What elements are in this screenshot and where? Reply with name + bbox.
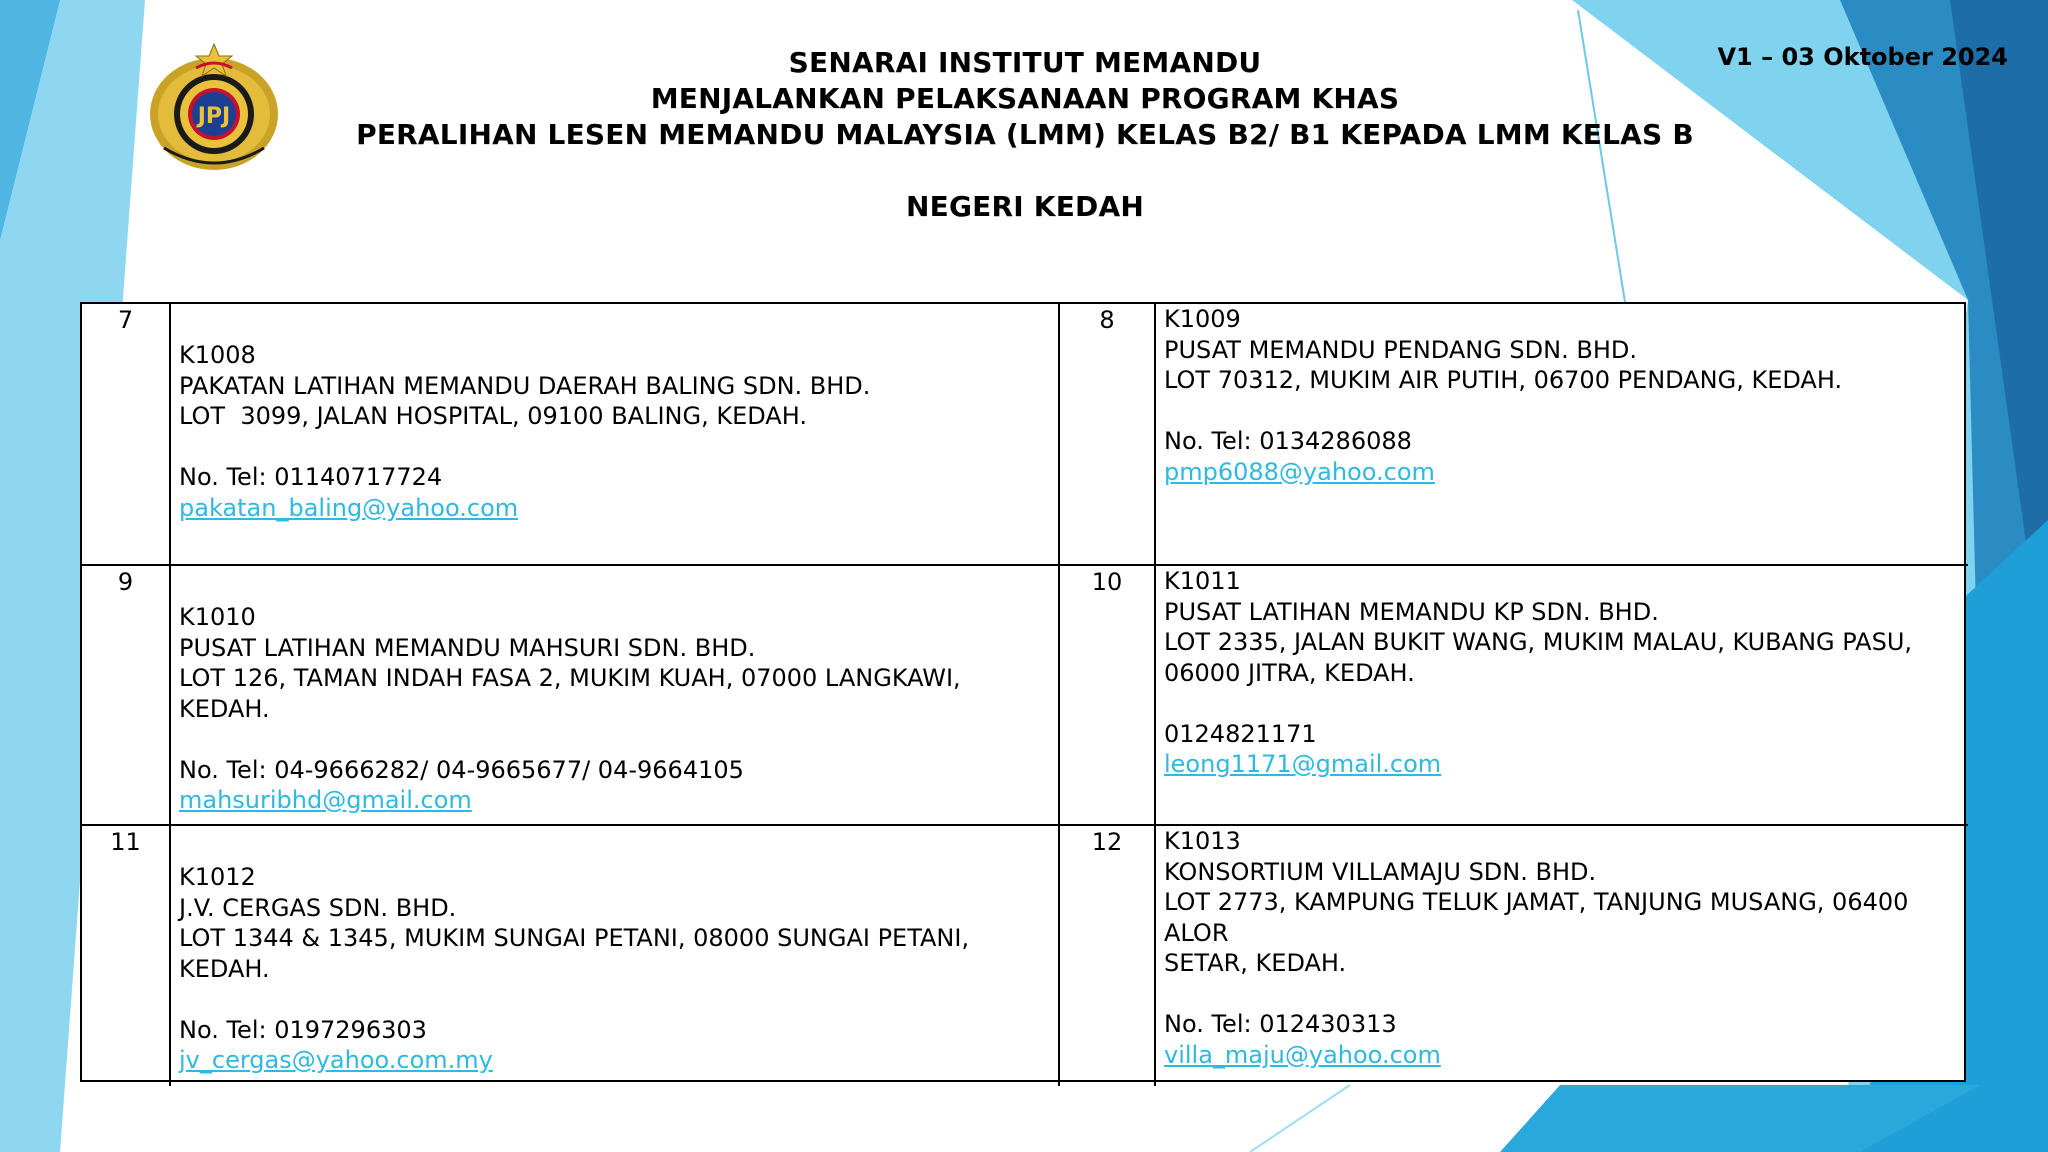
entry-name: J.V. CERGAS SDN. BHD.: [179, 893, 457, 922]
state-heading: NEGERI KEDAH: [906, 190, 1144, 223]
entry-code: K1012: [179, 863, 256, 891]
table-row: [82, 564, 1968, 824]
entry-code: K1009: [1164, 305, 1241, 333]
entry-email-link[interactable]: pakatan_baling@yahoo.com: [179, 493, 519, 522]
entry-number: 11: [82, 826, 171, 1086]
entry-address: LOT 126, TAMAN INDAH FASA 2, MUKIM KUAH, 07000 LANGKAWI, KEDAH.: [179, 664, 969, 723]
entry-email-link[interactable]: villa_maju@yahoo.com: [1164, 1040, 1441, 1069]
entry-details: [171, 566, 1060, 826]
entry-details: [171, 826, 1060, 1086]
table-row: [82, 824, 1968, 1084]
entry-name: KONSORTIUM VILLAMAJU SDN. BHD.: [1164, 857, 1597, 886]
entry-name: PAKATAN LATIHAN MEMANDU DAERAH BALING SDN. BHD.: [179, 371, 871, 400]
entry-address: LOT 2773, KAMPUNG TELUK JAMAT, TANJUNG MUSANG, 06400 ALOR: [1164, 888, 1917, 947]
table-row: [82, 304, 1968, 564]
logo-text: JPJ: [197, 104, 231, 129]
entry-address: LOT 2335, JALAN BUKIT WANG, MUKIM MALAU, KUBANG PASU,: [1164, 628, 1913, 656]
entry-address: LOT 3099, JALAN HOSPITAL, 09100 BALING, KEDAH.: [179, 402, 807, 430]
entry-address: LOT 1344 & 1345, MUKIM SUNGAI PETANI, 08000 SUNGAI PETANI, KEDAH.: [179, 924, 977, 983]
entry-phone: No. Tel: 01140717724: [179, 463, 443, 491]
entry-number: 12: [1060, 826, 1156, 1086]
entry-name: PUSAT LATIHAN MEMANDU MAHSURI SDN. BHD.: [179, 633, 756, 662]
entry-email-link[interactable]: leong1171@gmail.com: [1164, 750, 1442, 778]
title-line-3: PERALIHAN LESEN MEMANDU MALAYSIA (LMM) KELAS B2/ B1 KEPADA LMM KELAS B: [356, 118, 1694, 151]
entry-email-link[interactable]: mahsuribhd@gmail.com: [179, 786, 472, 814]
entry-email-link[interactable]: jv_cergas@yahoo.com.my: [179, 1046, 493, 1074]
entry-address: 06000 JITRA, KEDAH.: [1164, 658, 1415, 687]
entry-number: 8: [1060, 304, 1156, 564]
entry-address: LOT 70312, MUKIM AIR PUTIH, 06700 PENDANG, KEDAH.: [1164, 366, 1843, 394]
entry-number: 7: [82, 304, 171, 564]
title-line-1: SENARAI INSTITUT MEMANDU: [788, 46, 1262, 79]
institute-table: [80, 302, 1966, 1082]
entry-phone: No. Tel: 0197296303: [179, 1015, 427, 1044]
entry-details: [1156, 566, 1968, 826]
entry-name: PUSAT MEMANDU PENDANG SDN. BHD.: [1164, 335, 1637, 364]
version-label: V1 – 03 Oktober 2024: [1717, 43, 2008, 71]
entry-number: 10: [1060, 566, 1156, 826]
entry-email-link[interactable]: pmp6088@yahoo.com: [1164, 457, 1435, 486]
entry-code: K1010: [179, 603, 256, 631]
entry-address: SETAR, KEDAH.: [1164, 949, 1347, 977]
entry-name: PUSAT LATIHAN MEMANDU KP SDN. BHD.: [1164, 597, 1659, 626]
entry-phone: No. Tel: 0134286088: [1164, 427, 1412, 455]
title-line-2: MENJALANKAN PELAKSANAAN PROGRAM KHAS: [650, 82, 1400, 115]
entry-number: 9: [82, 566, 171, 826]
entry-phone: 0124821171: [1164, 719, 1317, 748]
entry-phone: No. Tel: 04-9666282/ 04-9665677/ 04-9664105: [179, 755, 744, 784]
entry-code: K1008: [179, 341, 256, 369]
entry-phone: No. Tel: 012430313: [1164, 1010, 1397, 1038]
entry-details: [1156, 826, 1968, 1086]
entry-details: [1156, 304, 1968, 564]
jpj-logo: [146, 38, 282, 174]
entry-code: K1011: [1164, 567, 1241, 595]
entry-code: K1013: [1164, 827, 1241, 855]
entry-details: [171, 304, 1060, 564]
